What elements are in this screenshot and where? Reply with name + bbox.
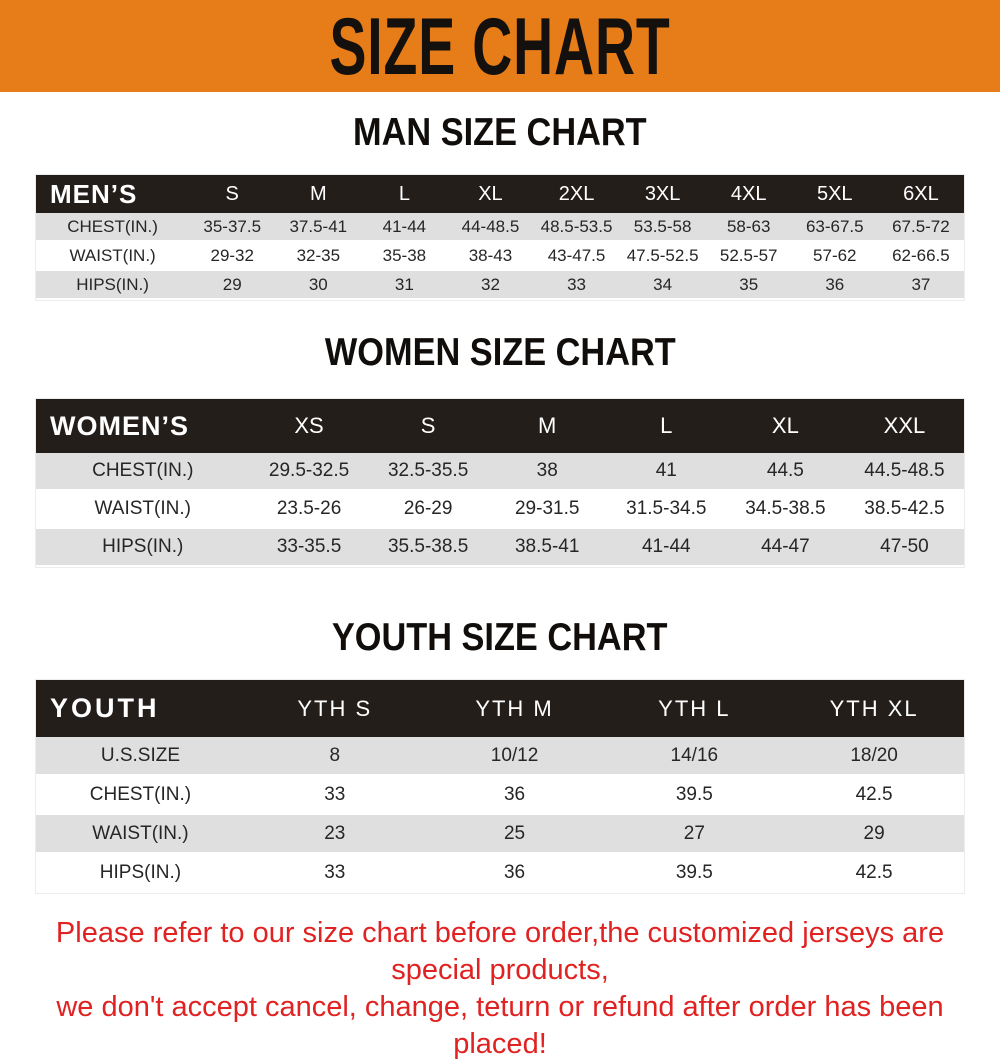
- size-value-cell: 27: [604, 814, 784, 853]
- measurement-row: [36, 853, 964, 892]
- size-value-cell: 58-63: [706, 213, 792, 241]
- size-value-cell: 36: [425, 775, 605, 814]
- size-column-header: XL: [447, 175, 533, 213]
- measurement-row-label: WAIST(IN.): [36, 814, 245, 853]
- size-column-header: YTH S: [245, 680, 425, 737]
- measurement-row: [36, 270, 964, 299]
- size-value-cell: 32.5-35.5: [369, 453, 488, 490]
- size-value-cell: 44.5-48.5: [845, 453, 964, 490]
- size-value-cell: 43-47.5: [534, 241, 620, 270]
- measurement-row: [36, 814, 964, 853]
- size-column-header: 6XL: [878, 175, 964, 213]
- size-column-header: L: [607, 399, 726, 453]
- order-notice: [20, 915, 980, 1063]
- size-value-cell: 31.5-34.5: [607, 490, 726, 528]
- man-size-chart-title-text: MAN SIZE CHART: [353, 111, 647, 154]
- table-corner-label: WOMEN’S: [36, 399, 250, 453]
- size-value-cell: 67.5-72: [878, 213, 964, 241]
- size-column-header: YTH XL: [784, 680, 964, 737]
- size-column-header: L: [361, 175, 447, 213]
- size-value-cell: 44-47: [726, 528, 845, 566]
- size-value-cell: 23.5-26: [250, 490, 369, 528]
- youth-size-chart-title-text: YOUTH SIZE CHART: [332, 616, 668, 659]
- size-value-cell: 30: [275, 270, 361, 299]
- size-column-header: XXL: [845, 399, 964, 453]
- size-value-cell: 41-44: [361, 213, 447, 241]
- measurement-row-label: CHEST(IN.): [36, 453, 250, 490]
- size-column-header: XS: [250, 399, 369, 453]
- size-value-cell: 25: [425, 814, 605, 853]
- size-column-header: 2XL: [534, 175, 620, 213]
- size-value-cell: 37.5-41: [275, 213, 361, 241]
- measurement-row-label: HIPS(IN.): [36, 270, 189, 299]
- measurement-row-label: CHEST(IN.): [36, 775, 245, 814]
- size-column-header: S: [369, 399, 488, 453]
- measurement-row-label: HIPS(IN.): [36, 528, 250, 566]
- size-column-header: M: [488, 399, 607, 453]
- size-value-cell: 35: [706, 270, 792, 299]
- men-size-table: [36, 175, 964, 300]
- measurement-row-label: WAIST(IN.): [36, 490, 250, 528]
- size-header-row: [36, 399, 964, 453]
- size-value-cell: 44-48.5: [447, 213, 533, 241]
- size-value-cell: 14/16: [604, 737, 784, 775]
- size-value-cell: 33: [245, 853, 425, 892]
- size-column-header: M: [275, 175, 361, 213]
- table-corner-label: MEN’S: [36, 175, 189, 213]
- size-value-cell: 47.5-52.5: [620, 241, 706, 270]
- measurement-row: [36, 737, 964, 775]
- size-value-cell: 29-31.5: [488, 490, 607, 528]
- size-value-cell: 33-35.5: [250, 528, 369, 566]
- size-value-cell: 47-50: [845, 528, 964, 566]
- size-value-cell: 35-38: [361, 241, 447, 270]
- size-column-header: YTH M: [425, 680, 605, 737]
- youth-size-chart-title: [0, 617, 1000, 659]
- size-value-cell: 53.5-58: [620, 213, 706, 241]
- size-value-cell: 35-37.5: [189, 213, 275, 241]
- size-value-cell: 44.5: [726, 453, 845, 490]
- size-value-cell: 26-29: [369, 490, 488, 528]
- size-value-cell: 39.5: [604, 853, 784, 892]
- size-header-row: [36, 680, 964, 737]
- measurement-row-label: WAIST(IN.): [36, 241, 189, 270]
- size-value-cell: 34.5-38.5: [726, 490, 845, 528]
- size-value-cell: 48.5-53.5: [534, 213, 620, 241]
- size-value-cell: 29.5-32.5: [250, 453, 369, 490]
- size-value-cell: 33: [245, 775, 425, 814]
- size-value-cell: 8: [245, 737, 425, 775]
- women-size-table: [36, 399, 964, 567]
- size-value-cell: 36: [425, 853, 605, 892]
- size-value-cell: 38.5-41: [488, 528, 607, 566]
- size-value-cell: 57-62: [792, 241, 878, 270]
- size-value-cell: 29: [784, 814, 964, 853]
- size-value-cell: 42.5: [784, 853, 964, 892]
- measurement-row: [36, 453, 964, 490]
- size-value-cell: 52.5-57: [706, 241, 792, 270]
- size-value-cell: 38.5-42.5: [845, 490, 964, 528]
- size-column-header: 3XL: [620, 175, 706, 213]
- size-header-row: [36, 175, 964, 213]
- size-value-cell: 62-66.5: [878, 241, 964, 270]
- size-value-cell: 32: [447, 270, 533, 299]
- size-value-cell: 10/12: [425, 737, 605, 775]
- size-column-header: XL: [726, 399, 845, 453]
- size-value-cell: 39.5: [604, 775, 784, 814]
- size-value-cell: 41-44: [607, 528, 726, 566]
- women-size-chart-title: [0, 332, 1000, 374]
- size-column-header: 5XL: [792, 175, 878, 213]
- measurement-row: [36, 528, 964, 566]
- size-value-cell: 38-43: [447, 241, 533, 270]
- measurement-row: [36, 241, 964, 270]
- man-size-chart-title: [0, 112, 1000, 154]
- size-value-cell: 42.5: [784, 775, 964, 814]
- notice-line-1: Please refer to our size chart before order,the customized jerseys are special products,: [55, 917, 945, 986]
- measurement-row-label: CHEST(IN.): [36, 213, 189, 241]
- size-value-cell: 18/20: [784, 737, 964, 775]
- measurement-row: [36, 213, 964, 241]
- size-value-cell: 41: [607, 453, 726, 490]
- size-column-header: YTH L: [604, 680, 784, 737]
- measurement-row-label: HIPS(IN.): [36, 853, 245, 892]
- size-value-cell: 31: [361, 270, 447, 299]
- size-value-cell: 23: [245, 814, 425, 853]
- size-value-cell: 38: [488, 453, 607, 490]
- size-column-header: S: [189, 175, 275, 213]
- women-size-chart-title-text: WOMEN SIZE CHART: [324, 331, 676, 374]
- size-value-cell: 33: [534, 270, 620, 299]
- banner-title: SIZE CHART: [329, 0, 671, 92]
- size-value-cell: 63-67.5: [792, 213, 878, 241]
- size-value-cell: 34: [620, 270, 706, 299]
- measurement-row: [36, 490, 964, 528]
- youth-size-table: [36, 680, 964, 893]
- size-value-cell: 29: [189, 270, 275, 299]
- size-chart-banner: [0, 0, 1000, 92]
- table-corner-label: YOUTH: [36, 680, 245, 737]
- size-value-cell: 37: [878, 270, 964, 299]
- size-value-cell: 32-35: [275, 241, 361, 270]
- size-value-cell: 36: [792, 270, 878, 299]
- size-value-cell: 29-32: [189, 241, 275, 270]
- size-value-cell: 35.5-38.5: [369, 528, 488, 566]
- size-column-header: 4XL: [706, 175, 792, 213]
- measurement-row: [36, 775, 964, 814]
- notice-line-2: we don't accept cancel, change, teturn or refund after order has been placed!: [56, 991, 944, 1060]
- measurement-row-label: U.S.SIZE: [36, 737, 245, 775]
